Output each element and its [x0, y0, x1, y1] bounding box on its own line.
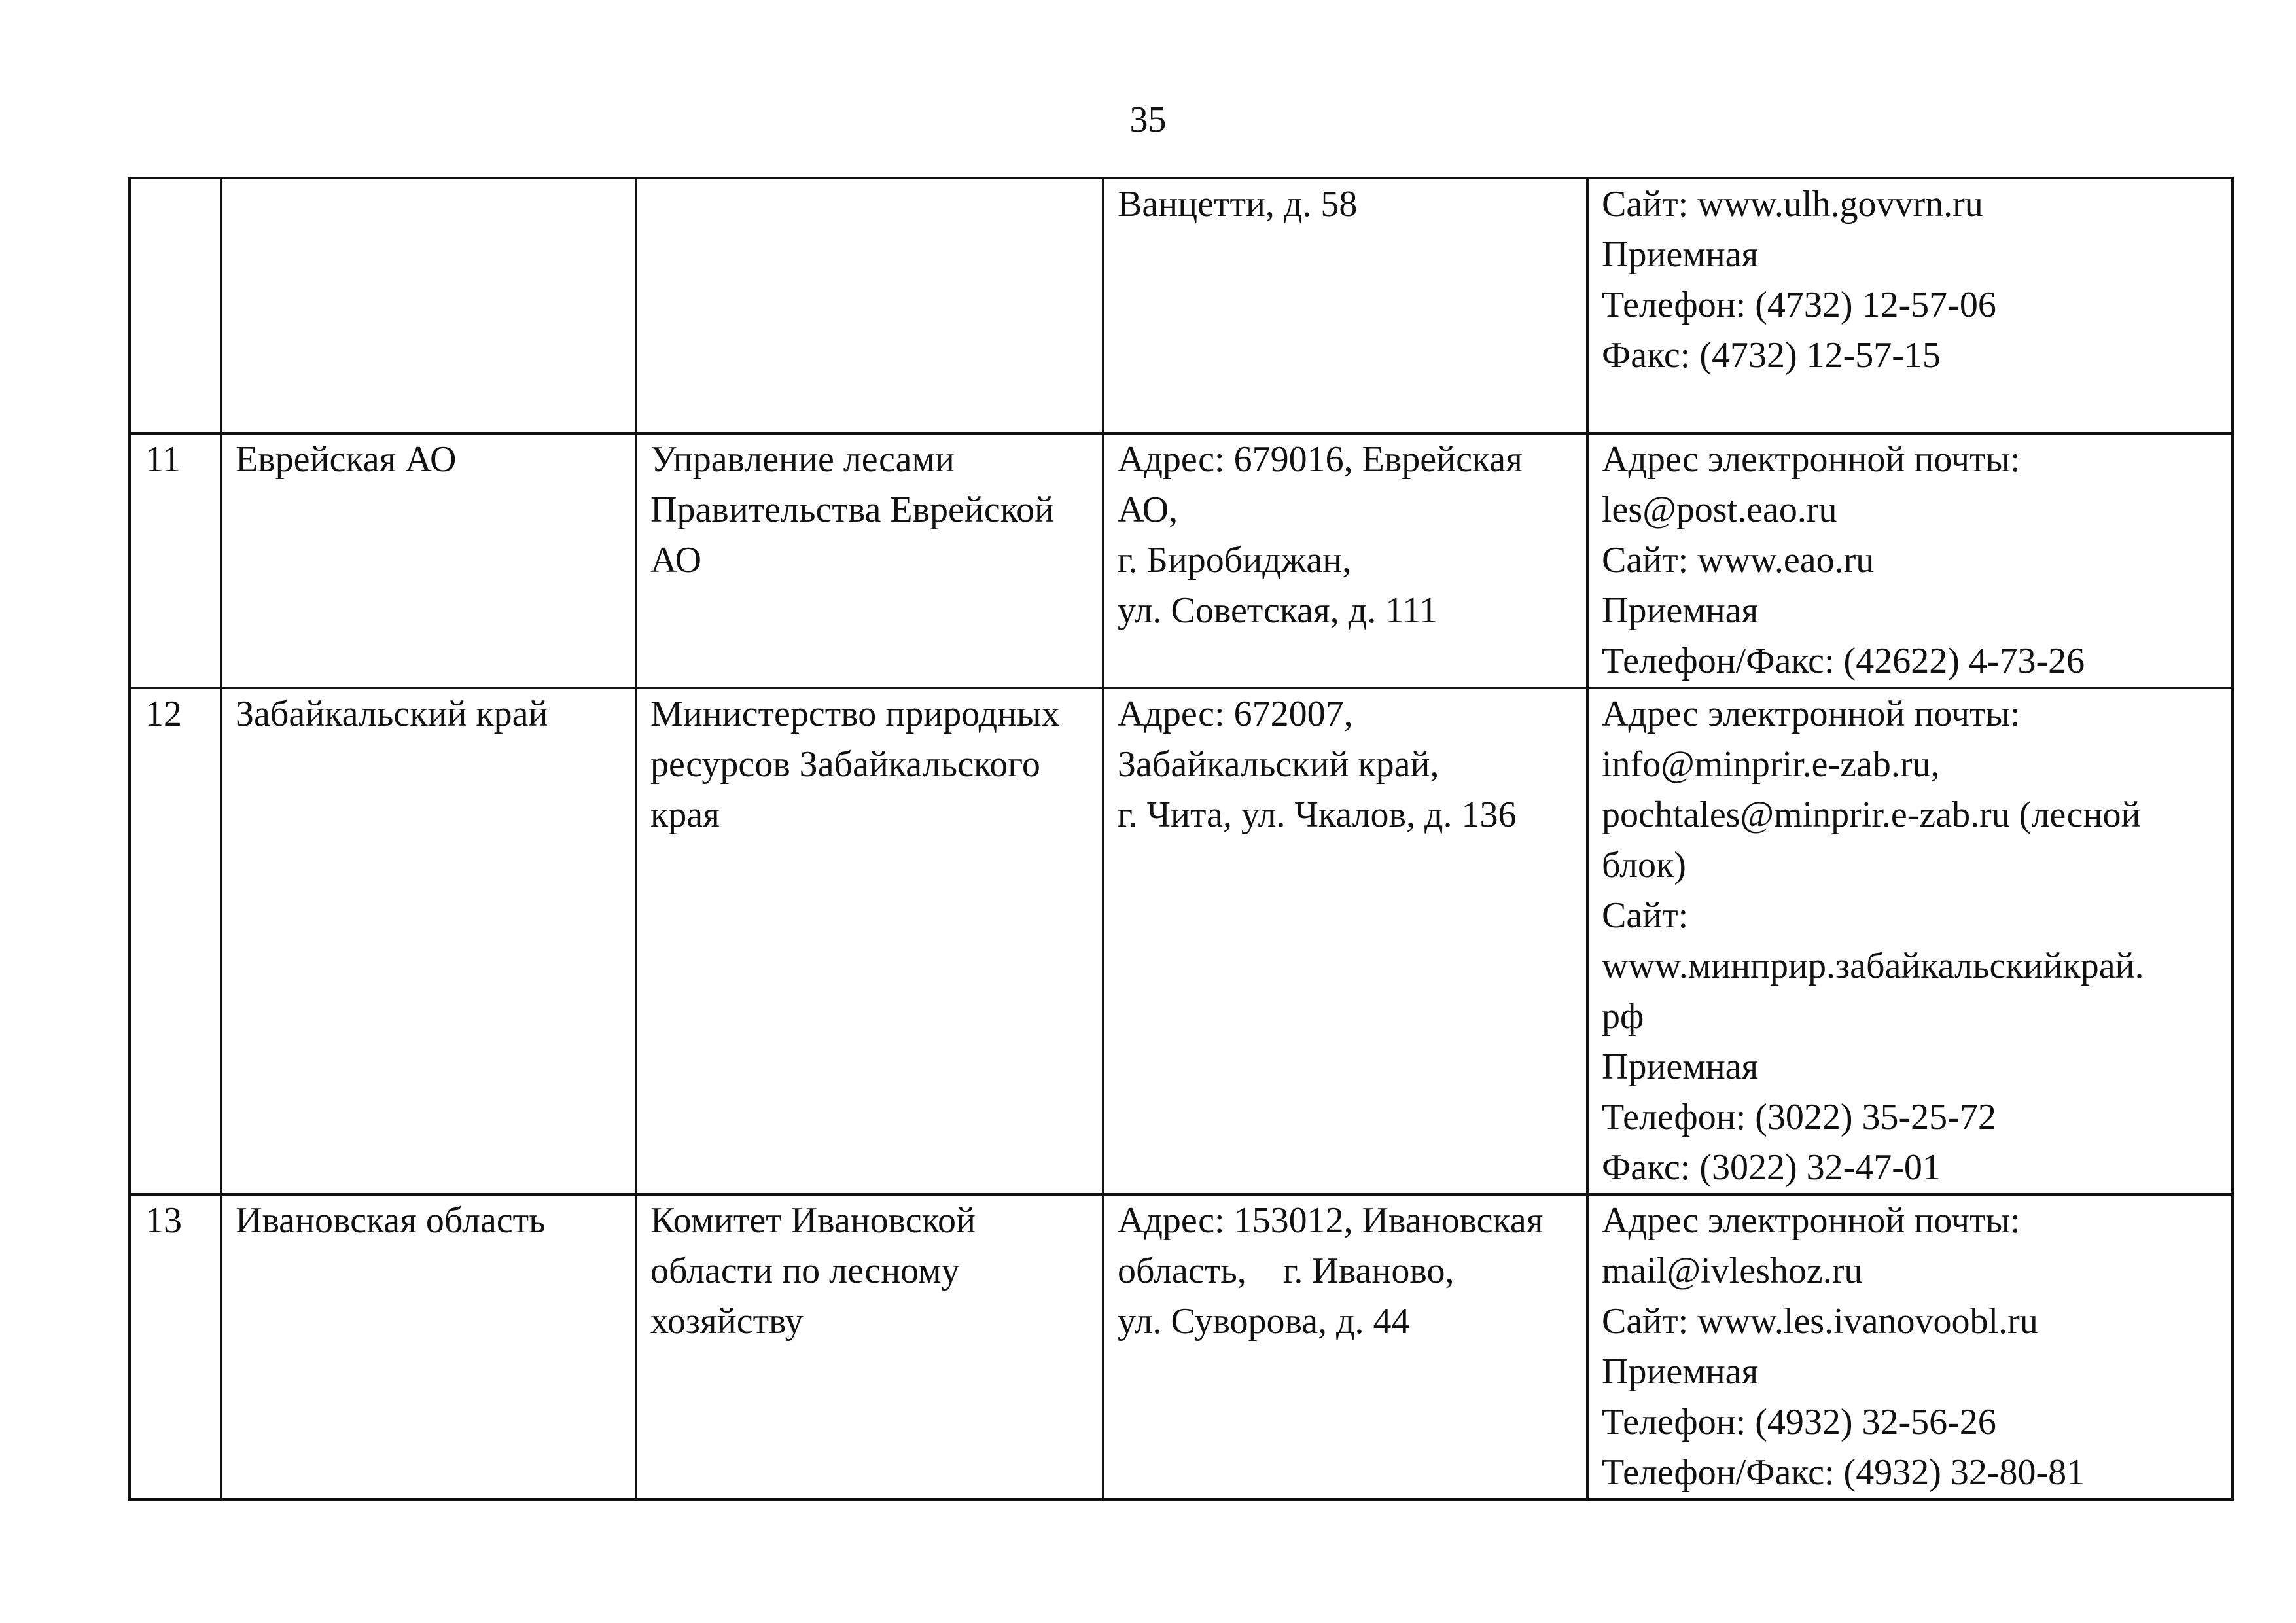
table-row	[130, 433, 2233, 688]
reception-line: Приемная	[1602, 590, 1759, 631]
address-cell	[1103, 688, 1587, 1194]
row-number: 11	[145, 439, 181, 480]
address-line: г. Биробиджан,	[1118, 540, 1352, 580]
address-line: Адрес: 679016, Еврейская	[1118, 439, 1523, 480]
contacts-cell	[1587, 178, 2233, 433]
authority-line: края	[650, 794, 720, 835]
address-line: ул. Советская, д. 111	[1118, 590, 1438, 631]
reception-line: Приемная	[1602, 1046, 1759, 1087]
email-line: блок)	[1602, 845, 1686, 885]
region-cell	[221, 433, 636, 688]
website-line: Сайт: www.les.ivanovoobl.ru	[1602, 1301, 2038, 1342]
website-line: Сайт: www.eao.ru	[1602, 540, 1875, 580]
phone-line: Телефон: (4932) 32-56-26	[1602, 1402, 1996, 1442]
authority-line: области по лесному	[650, 1251, 960, 1291]
regional-authorities-table	[128, 177, 2234, 1501]
authority-cell	[636, 688, 1103, 1194]
address-line: область, г. Иваново,	[1118, 1251, 1455, 1291]
table-row	[130, 1194, 2233, 1499]
authority-line: АО	[650, 540, 702, 580]
phone-fax-line: Телефон/Факс: (42622) 4-73-26	[1602, 641, 2085, 681]
authority-line: Комитет Ивановской	[650, 1200, 976, 1241]
region-cell	[221, 688, 636, 1194]
reception-line: Приемная	[1602, 1351, 1759, 1392]
address-cell	[1103, 433, 1587, 688]
table-row	[130, 688, 2233, 1194]
region-name: Еврейская АО	[236, 439, 457, 480]
region-name: Ивановская область	[236, 1200, 546, 1241]
authority-line: Управление лесами	[650, 439, 955, 480]
row-number-cell	[130, 178, 221, 433]
email-line: pochtales@minprir.e-zab.ru (лесной	[1602, 794, 2141, 835]
phone-fax-line: Телефон/Факс: (4932) 32-80-81	[1602, 1452, 2085, 1493]
region-name: Забайкальский край	[236, 694, 548, 734]
email-line: info@minprir.e-zab.ru,	[1602, 744, 1940, 785]
fax-line: Факс: (3022) 32-47-01	[1602, 1147, 1941, 1188]
page-number: 35	[1129, 99, 1167, 140]
fax-line: Факс: (4732) 12-57-15	[1602, 335, 1941, 376]
email-line: mail@ivleshoz.ru	[1602, 1251, 1863, 1291]
row-number: 13	[145, 1200, 182, 1241]
authority-line: Министерство природных	[650, 694, 1060, 734]
address-line: Ванцетти, д. 58	[1118, 184, 1358, 224]
email-label: Адрес электронной почты:	[1602, 439, 2021, 480]
address-cell	[1103, 178, 1587, 433]
table-row	[130, 178, 2233, 433]
reception-line: Приемная	[1602, 234, 1759, 275]
phone-line: Телефон: (3022) 35-25-72	[1602, 1097, 1996, 1137]
website-line: Сайт: www.ulh.govvrn.ru	[1602, 184, 1983, 224]
contacts-cell	[1587, 688, 2233, 1194]
email-label: Адрес электронной почты:	[1602, 694, 2021, 734]
authority-cell	[636, 433, 1103, 688]
region-cell	[221, 178, 636, 433]
address-line: Адрес: 672007,	[1118, 694, 1353, 734]
address-cell	[1103, 1194, 1587, 1499]
row-number-cell	[130, 688, 221, 1194]
address-line: ул. Суворова, д. 44	[1118, 1301, 1410, 1342]
authority-line: Правительства Еврейской	[650, 490, 1055, 530]
authority-cell	[636, 178, 1103, 433]
email-line: les@post.eao.ru	[1602, 490, 1837, 530]
website-line: рф	[1602, 996, 1644, 1037]
contacts-cell	[1587, 1194, 2233, 1499]
region-cell	[221, 1194, 636, 1499]
website-label: Сайт:	[1602, 895, 1689, 936]
address-line: АО,	[1118, 490, 1178, 530]
authority-line: ресурсов Забайкальского	[650, 744, 1040, 785]
address-line: Адрес: 153012, Ивановская	[1118, 1200, 1544, 1241]
authority-cell	[636, 1194, 1103, 1499]
email-label: Адрес электронной почты:	[1602, 1200, 2021, 1241]
row-number-cell	[130, 433, 221, 688]
website-line: www.минприр.забайкальскийкрай.	[1602, 946, 2144, 986]
contacts-cell	[1587, 433, 2233, 688]
row-number: 12	[145, 694, 182, 734]
address-line: Забайкальский край,	[1118, 744, 1439, 785]
authority-line: хозяйству	[650, 1301, 804, 1342]
phone-line: Телефон: (4732) 12-57-06	[1602, 285, 1996, 325]
row-number-cell	[130, 1194, 221, 1499]
address-line: г. Чита, ул. Чкалов, д. 136	[1118, 794, 1517, 835]
